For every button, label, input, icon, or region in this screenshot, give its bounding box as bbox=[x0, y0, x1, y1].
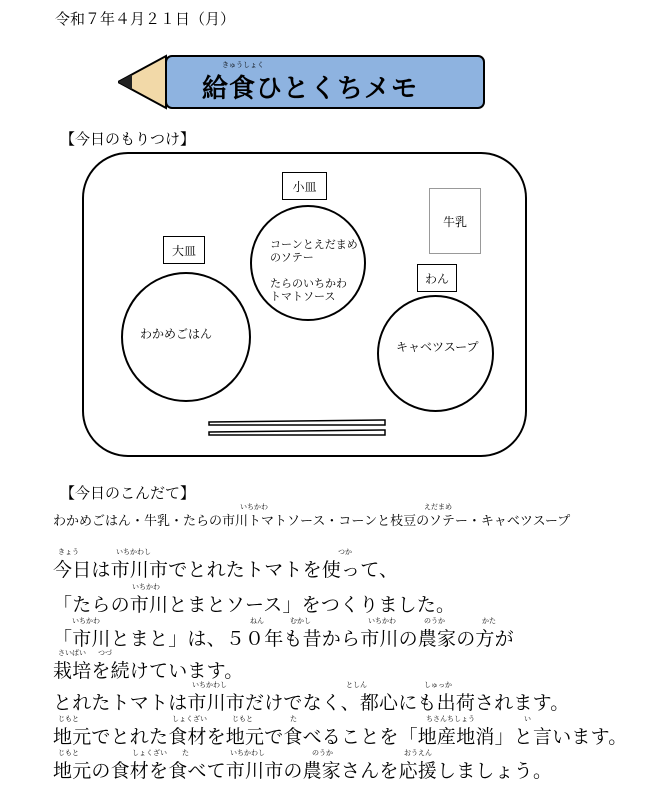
ruby: いちかわ bbox=[72, 617, 100, 625]
body-line-1: 今日は市川市でとれたトマトを使って、 bbox=[53, 559, 399, 581]
body-line-3: 「市川とまと」は、５０年も昔から市川の農家の方が bbox=[53, 628, 514, 650]
ruby: いちかわ bbox=[132, 583, 160, 591]
ruby: いちかわ bbox=[368, 617, 396, 625]
banner-title: 給食ひとくちメモ bbox=[202, 74, 419, 104]
body-line-5: とれたトマトは市川市だけでなく、都心にも出荷されます。 bbox=[53, 692, 570, 714]
ruby: じもと bbox=[58, 715, 79, 723]
ruby: さいばい bbox=[58, 649, 86, 657]
ruby: しょくざい bbox=[172, 715, 207, 723]
ruby: た bbox=[182, 749, 189, 757]
menu-ruby-2: えだまめ bbox=[424, 503, 452, 511]
ruby: としん bbox=[346, 681, 367, 689]
bowl-food: キャベツスープ bbox=[396, 340, 479, 354]
large-plate-label: 大皿 bbox=[163, 236, 205, 264]
ruby: ちさんちしょう bbox=[426, 715, 475, 723]
ruby: つづ bbox=[98, 649, 112, 657]
milk-carton: 牛乳 bbox=[429, 188, 481, 254]
ruby: むかし bbox=[290, 617, 311, 625]
small-plate-label: 小皿 bbox=[282, 172, 327, 200]
ruby: いちかわし bbox=[192, 681, 227, 689]
ruby: い bbox=[524, 715, 531, 723]
menu-text: わかめごはん・牛乳・たらの市川トマトソース・コーンと枝豆のソテー・キャベツスープ bbox=[53, 514, 571, 529]
ruby: ねん bbox=[250, 617, 264, 625]
bowl-label: わん bbox=[417, 264, 457, 292]
body-line-7: 地元の食材を食べて市川市の農家さんを応援しましょう。 bbox=[53, 760, 553, 782]
menu-heading: 【今日のこんだて】 bbox=[60, 484, 196, 502]
ruby: いちかわし bbox=[230, 749, 265, 757]
ruby: しゅっか bbox=[424, 681, 452, 689]
small-plate-food: コーンとえだまめ のソテー たらのいちかわ トマトソース bbox=[270, 238, 358, 303]
body-line-2: 「たらの市川とまとソース」をつくりました。 bbox=[53, 594, 456, 616]
body-line-6: 地元でとれた食材を地元で食べることを「地産地消」と言います。 bbox=[53, 726, 628, 748]
body-line-4: 栽培を続けています。 bbox=[53, 660, 244, 682]
ruby: かた bbox=[482, 617, 496, 625]
large-plate-food: わかめごはん bbox=[140, 327, 213, 341]
ruby: いちかわし bbox=[116, 548, 151, 556]
ruby: じもと bbox=[58, 749, 79, 757]
chopsticks-icon bbox=[205, 418, 390, 442]
ruby: じもと bbox=[232, 715, 253, 723]
ruby: きょう bbox=[58, 548, 79, 556]
ruby: た bbox=[290, 715, 297, 723]
ruby: のうか bbox=[312, 749, 333, 757]
ruby: のうか bbox=[424, 617, 445, 625]
ruby: おうえん bbox=[404, 749, 432, 757]
date: 令和７年４月２１日（月） bbox=[55, 10, 236, 28]
menu-ruby-1: いちかわ bbox=[240, 503, 268, 511]
layout-heading: 【今日のもりつけ】 bbox=[60, 130, 196, 148]
ruby: しょくざい bbox=[132, 749, 167, 757]
banner-ruby: きゅうしょく bbox=[222, 61, 264, 69]
ruby: つか bbox=[338, 548, 352, 556]
